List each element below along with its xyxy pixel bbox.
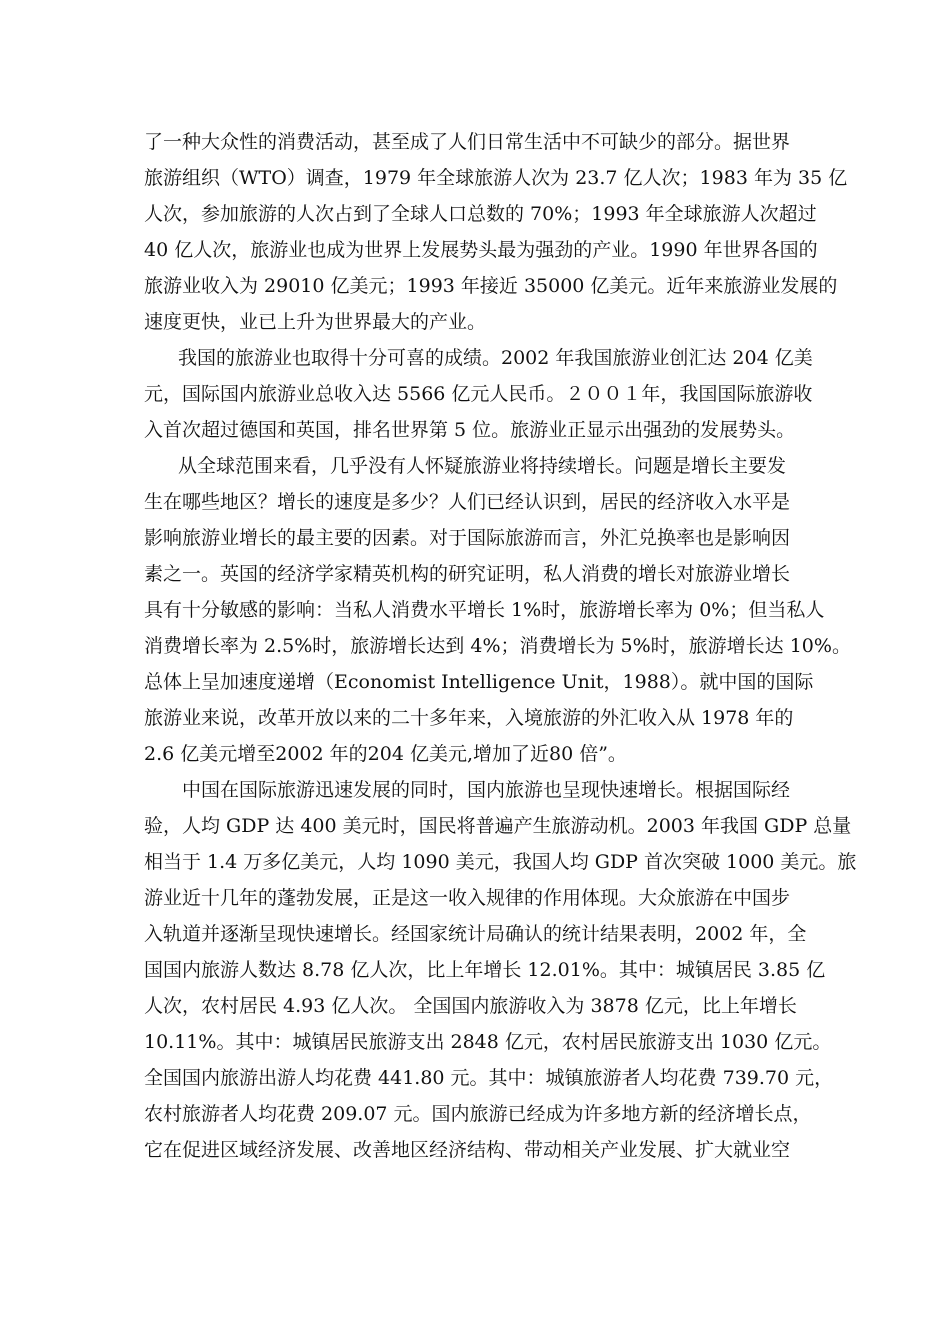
text-line: 40 亿人次，旅游业也成为世界上发展势头最为强劲的产业。1990 年世界各国的 [144,239,818,261]
text-line: 消费增长率为 2.5%时，旅游增长达到 4%；消费增长为 5%时，旅游增长达 10%。 [144,635,851,657]
text-line: 旅游业收入为 29010 亿美元；1993 年接近 35000 亿美元。近年来旅游业发展的 [144,275,838,297]
text-line: 素之一。英国的经济学家精英机构的研究证明，私人消费的增长对旅游业增长 [144,563,791,585]
text-line: 入首次超过德国和英国，排名世界第 5 位。旅游业正显示出强劲的发展势头。 [144,419,796,441]
text-line: 元，国际国内旅游业总收入达 5566 亿元人民币。２００１年，我国国际旅游收 [144,383,813,405]
text-line: 从全球范围来看，几乎没有人怀疑旅游业将持续增长。问题是增长主要发 [178,455,787,477]
text-line: 人次，参加旅游的人次占到了全球人口总数的 70%；1993 年全球旅游人次超过 [144,203,817,225]
text-line: 速度更快，业已上升为世界最大的产业。 [144,311,487,333]
text-line: 入轨道并逐渐呈现快速增长。经国家统计局确认的统计结果表明，2002 年，全 [144,923,807,945]
text-line: 国国内旅游人数达 8.78 亿人次，比上年增长 12.01%。其中：城镇居民 3.85 亿 [144,959,826,981]
text-line: 农村旅游者人均花费 209.07 元。国内旅游已经成为许多地方新的经济增长点， [144,1103,812,1125]
text-line: 2.6 亿美元增至2002 年的204 亿美元,增加了近80 倍”。 [144,743,627,765]
text-line: 游业近十几年的蓬勃发展，正是这一收入规律的作用体现。大众旅游在中国步 [144,887,791,909]
text-line: 10.11%。其中：城镇居民旅游支出 2848 亿元，农村居民旅游支出 1030 亿元。 [144,1031,832,1053]
text-line: 生在哪些地区？增长的速度是多少？人们已经认识到，居民的经济收入水平是 [144,491,791,513]
text-line: 我国的旅游业也取得十分可喜的成绩。2002 年我国旅游业创汇达 204 亿美 [178,347,813,369]
text-line: 旅游业来说，改革开放以来的二十多年来，入境旅游的外汇收入从 1978 年的 [144,707,794,729]
text-line: 相当于 1.4 万多亿美元，人均 1090 美元，我国人均 GDP 首次突破 1000 美元。旅 [144,851,857,873]
text-line: 旅游组织（WTO）调查，1979 年全球旅游人次为 23.7 亿人次；1983 年为 35 亿 [144,167,848,189]
text-line: 具有十分敏感的影响：当私人消费水平增长 1%时，旅游增长率为 0%；但当私人 [144,599,825,621]
text-line: 人次，农村居民 4.93 亿人次。 全国国内旅游收入为 3878 亿元，比上年增长 [144,995,797,1017]
text-line: 验，人均 GDP 达 400 美元时，国民将普遍产生旅游动机。2003 年我国 GDP 总量 [144,815,852,837]
text-line: 中国在国际旅游迅速发展的同时，国内旅游也呈现快速增长。根据国际经 [182,779,791,801]
text-line: 了一种大众性的消费活动，甚至成了人们日常生活中不可缺少的部分。据世界 [144,131,791,153]
text-line: 它在促进区域经济发展、改善地区经济结构、带动相关产业发展、扩大就业空 [144,1139,791,1161]
text-line: 总体上呈加速度递增（Economist Intelligence Unit，1988）。就中国的国际 [144,671,814,693]
text-line: 影响旅游业增长的最主要的因素。对于国际旅游而言，外汇兑换率也是影响因 [144,527,791,549]
text-line: 全国国内旅游出游人均花费 441.80 元。其中：城镇旅游者人均花费 739.70 元， [144,1067,834,1089]
